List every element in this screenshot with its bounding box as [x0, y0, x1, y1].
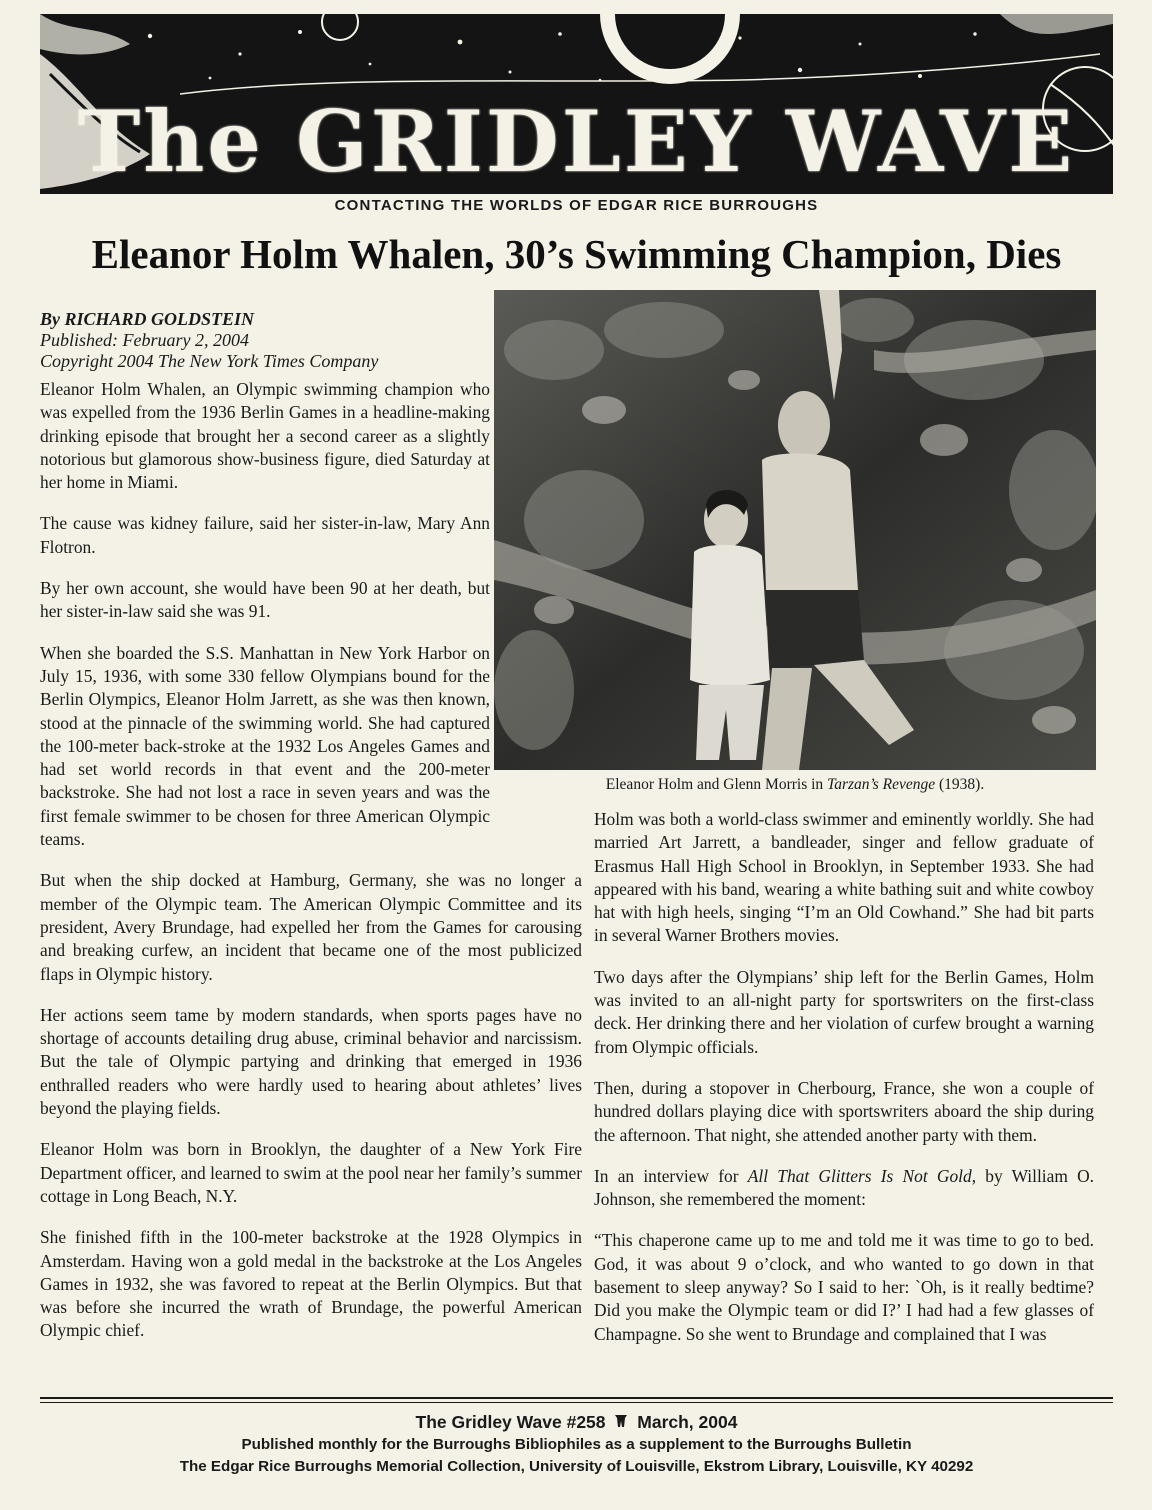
- quote-paragraph: “This chaperone came up to me and told me it was time to go to bed. God, it was about 9 o’clock, and who wanted to go down in that basement to sleep anyway? So I said to her: `Oh, is it really bedtime? Did you make the Olympic team or did I?’ I had had a few glasses of Champagne. So she went to Brundage and complained that I was: [594, 1230, 1094, 1344]
- article-photo: [494, 290, 1096, 770]
- footer-publication-note: Published monthly for the Burroughs Bibliophiles as a supplement to the Burroughs Bulletin: [241, 1436, 912, 1453]
- paragraph: Eleanor Holm was born in Brooklyn, the daughter of a New York Fire Department officer, and learned to swim at the pool near her family’s summer cottage in Long Beach, N.Y.: [40, 1139, 582, 1206]
- footer-address: The Edgar Rice Burroughs Memorial Collection, University of Louisville, Ekstrom Library, Louisville, KY 40292: [179, 1458, 974, 1475]
- footer-rule: [40, 1397, 1113, 1399]
- interview-paragraph: [594, 1165, 1094, 1212]
- paragraph: But when the ship docked at Hamburg, Germany, she was no longer a member of the Olympic team. The American Olympic Committee and its president, Avery Brundage, had expelled her from the Games for carousing and breaking curfew, an incident that became one of the most publicized flaps in Olympic history.: [40, 870, 582, 984]
- byline-published: Published: February 2, 2004: [40, 330, 249, 350]
- paragraph: Her actions seem tame by modern standards, when sports pages have no shortage of accounts detailing drug abuse, criminal behavior and narcissism. But the tale of Olympic partying and drinking that emerged in 1936 enthralled readers who were hardly used to hearing about athletes’ lives beyond the playing fields.: [40, 1004, 582, 1119]
- footer-rule-thin: [40, 1402, 1113, 1403]
- paragraph: She finished fifth in the 100-meter backstroke at the 1928 Olympics in Amsterdam. Having won a gold medal in the backstroke at the Los Angeles Games in 1932, she was favored to repeat at the Berlin Olympics. But that was before she incurred the wrath of Brundage, the powerful American Olympic chief.: [40, 1227, 582, 1341]
- footer-issue-line: [40, 1410, 1113, 1434]
- paragraph: The cause was kidney failure, said her sister-in-law, Mary Ann Flotron.: [40, 513, 490, 557]
- paragraph: Then, during a stopover in Cherbourg, France, she won a couple of hundred dollars playing dice with sportswriters aboard the ship during the afternoon. That night, she attended another party with them.: [594, 1077, 1094, 1145]
- figure-ornament-icon: [610, 1410, 632, 1434]
- paragraph: Holm was both a world-class swimmer and eminently worldly. She had married Art Jarrett, a bandleader, singer and fellow graduate of Erasmus Hall High School in Brooklyn, in September 1933. She had appeared with his band, wearing a white bathing suit and white cowboy hat with high heels, singing “I’m an Old Cowhand.” She had bit parts in several Warner Brothers movies.: [594, 809, 1094, 946]
- article-right-column: [594, 808, 1094, 1364]
- caption-suffix: (1938).: [935, 776, 985, 793]
- photo-tarzan-scene-icon: [494, 290, 1096, 770]
- paragraph: By her own account, she would have been 90 at her death, but her sister-in-law said she was 91.: [40, 578, 490, 622]
- masthead-tagline: CONTACTING THE WORLDS OF EDGAR RICE BURROUGHS: [334, 197, 819, 214]
- page-footer: [40, 1410, 1113, 1478]
- interview-prefix: In an interview for: [594, 1165, 748, 1186]
- paragraph: Two days after the Olympians’ ship left for the Berlin Games, Holm was invited to an all-night party for sportswriters on the first-class deck. Her drinking there and her violation of curfew brought a warning from Olympic officials.: [594, 966, 1094, 1057]
- footer-date: March, 2004: [637, 1412, 738, 1432]
- footer-issue: The Gridley Wave #258: [415, 1412, 606, 1432]
- byline-copyright: Copyright 2004 The New York Times Company: [40, 351, 379, 371]
- caption-film-title: Tarzan’s Revenge: [827, 776, 936, 793]
- caption-prefix: Eleanor Holm and Glenn Morris in: [605, 776, 828, 793]
- interview-book-title: All That Glitters Is Not Gold: [747, 1165, 972, 1186]
- masthead-title: The GRIDLEY WAVE: [77, 92, 1076, 191]
- byline-author: By RICHARD GOLDSTEIN: [40, 309, 255, 329]
- interview-suffix: , by William O. Johnson, she remembered the moment:: [594, 1165, 1094, 1210]
- paragraph: When she boarded the S.S. Manhattan in New York Harbor on July 15, 1936, with some 330 fellow Olympians bound for the Berlin Olympics, Eleanor Holm Jarrett, as she was then known, stood at the pinnacle of the swimming world. She had captured the 100-meter back-stroke at the 1932 Los Angeles Games and had set world records in that event and the 200-meter backstroke. She had not lost a race in seven years and was the first female swimmer to be chosen for three American Olympic teams.: [40, 642, 490, 850]
- article-byline: [40, 309, 500, 372]
- masthead-banner: [40, 14, 1113, 194]
- article-headline: Eleanor Holm Whalen, 30’s Swimming Champion, Dies: [91, 231, 1062, 277]
- photo-caption: [494, 776, 1096, 794]
- paragraph: Eleanor Holm Whalen, an Olympic swimming champion who was expelled from the 1936 Berlin Games in a headline-making drinking episode that brought her a second career as a slightly notorious but glamorous show-business figure, died Saturday at her home in Miami.: [40, 379, 490, 493]
